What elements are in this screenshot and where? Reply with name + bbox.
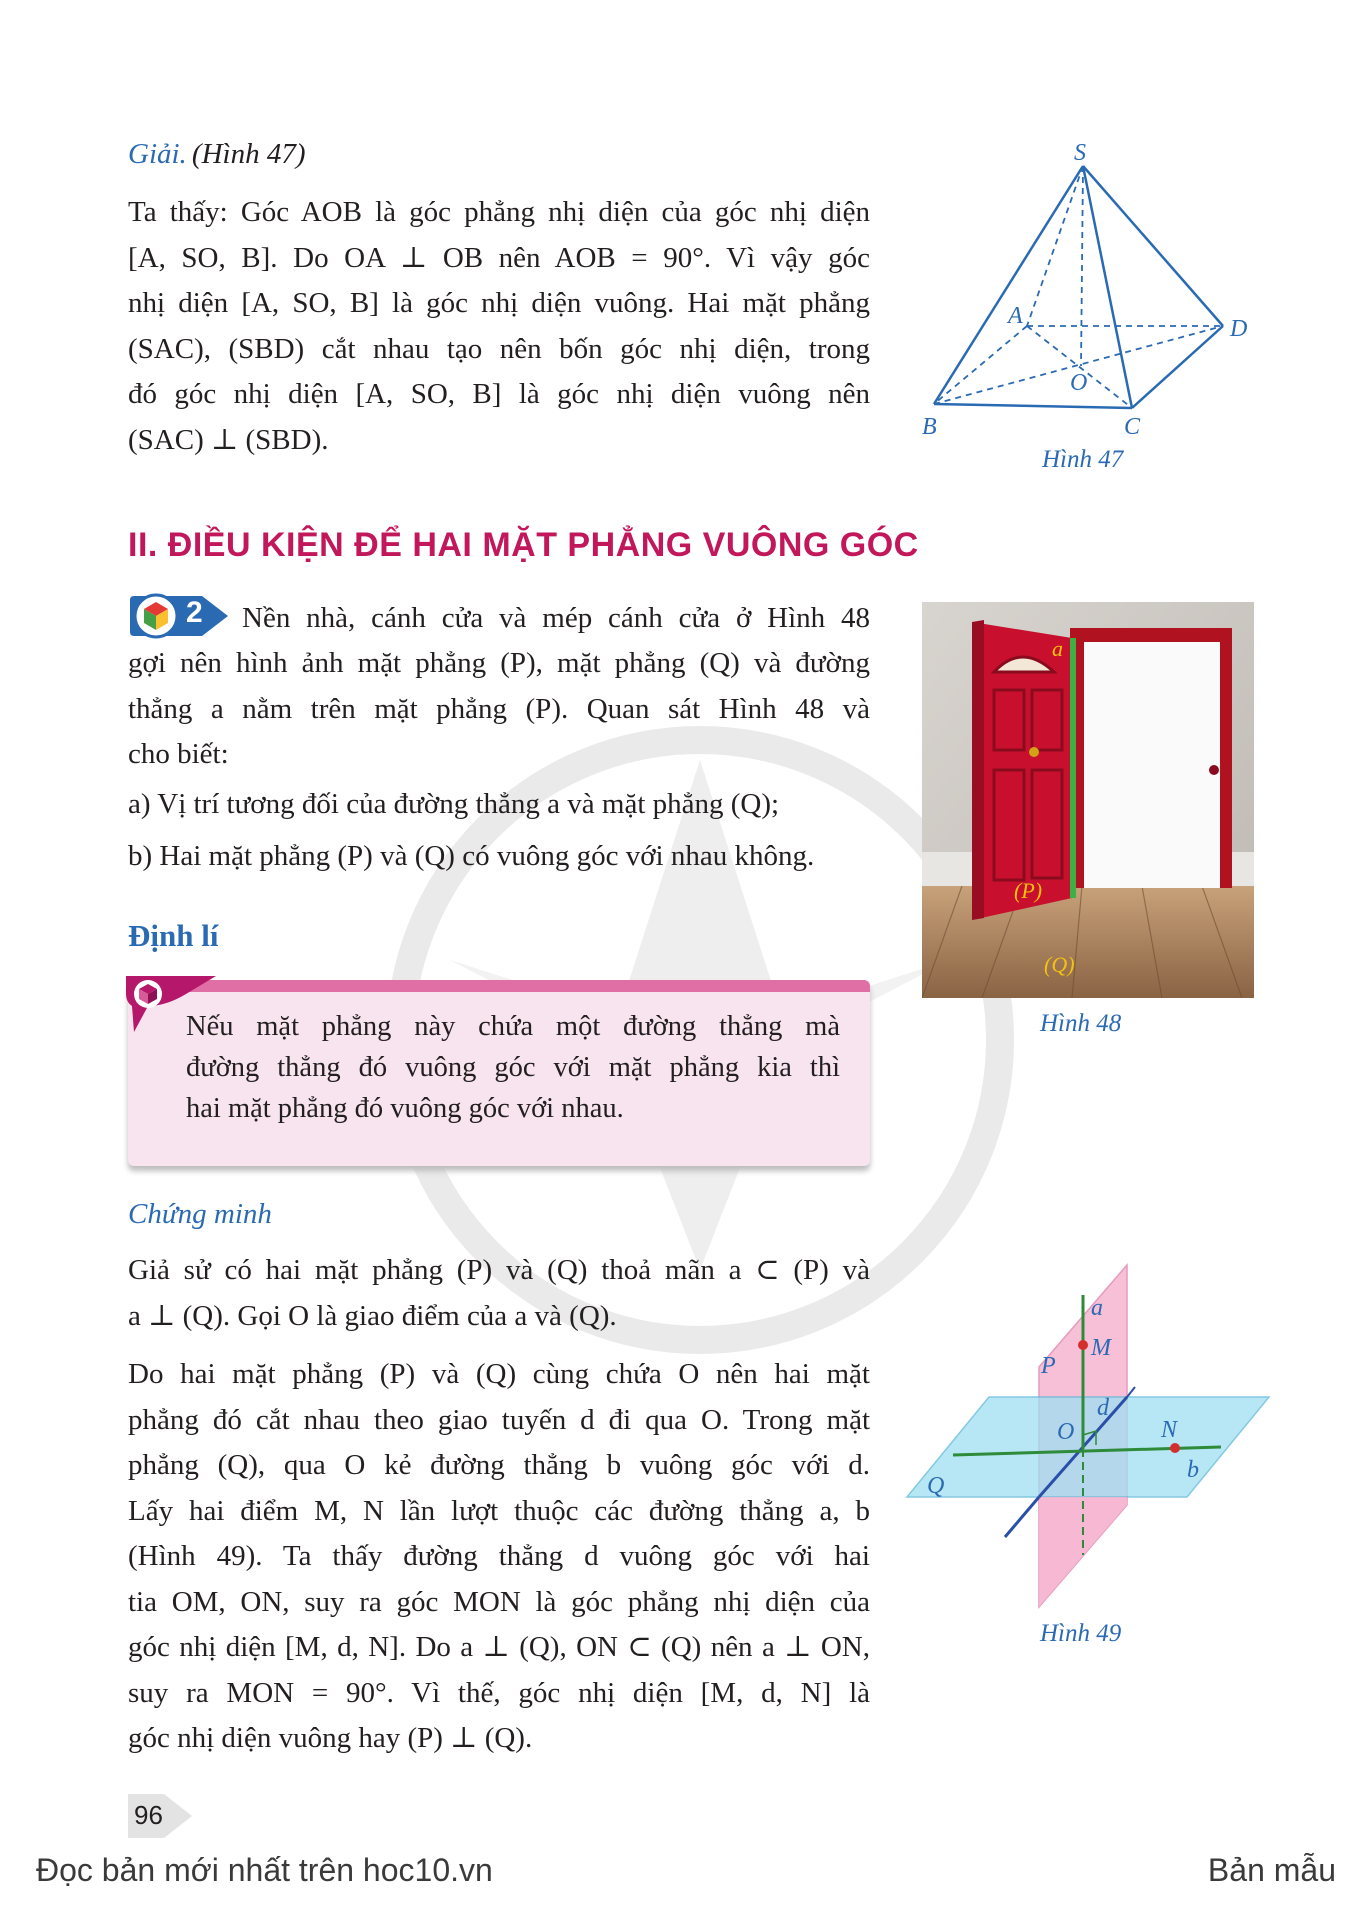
label-b: b [1187,1457,1199,1483]
label-C: C [1124,414,1141,440]
figure-47-pyramid [920,140,1260,440]
label-O: O [1070,370,1088,396]
label-D: D [1230,316,1248,342]
page-number: 96 [134,1800,163,1830]
question-b: b) Hai mặt phẳng (P) và (Q) có vuông góc với nhau không. [128,839,815,872]
proof-text-2 [128,1352,870,1762]
label-Q: Q [927,1473,945,1499]
page-number-marker [128,1794,192,1838]
label-a: a [1052,636,1063,661]
solution-heading [128,132,305,178]
figure-49-planes [905,1255,1275,1615]
text-line: Ta thấy: Góc AOB là góc phẳng nhị diện của góc nhị diện [128,196,870,228]
text-line: Do hai mặt phẳng (P) và (Q) cùng chứa O nên hai mặt [128,1358,870,1390]
text-line: đường thẳng đó vuông góc với mặt phẳng kia thì [186,1052,840,1083]
activity-cube-icon [128,592,232,640]
activity-text [128,641,870,778]
text-line: suy ra MON = 90°. Vì thế, góc nhị diện [M, d, N] là [128,1676,870,1709]
label-A: A [1008,303,1023,329]
figure-48-door [922,602,1254,998]
label-Q: (Q) [1044,952,1075,977]
label-a: a [1091,1295,1103,1321]
label-d: d [1097,1395,1109,1421]
proof-text-1 [128,1248,870,1339]
label-M: M [1091,1335,1111,1361]
text-line: phẳng (Q), qua O kẻ đường thẳng b vuông góc với d. [128,1449,870,1481]
figure-47-caption: Hình 47 [1042,446,1124,473]
theorem-title: Định lí [128,918,219,953]
text-line: cho biết: [128,738,229,770]
figure-48-caption: Hình 48 [1040,1010,1122,1037]
text-line: góc nhị diện [M, d, N]. Do a ⊥ (Q), ON ⊂ (Q) nên a ⊥ ON, [128,1631,870,1663]
question-a: a) Vị trí tương đối của đường thẳng a và mặt phẳng (Q); [128,788,780,820]
text-line: phẳng đó cắt nhau theo giao tuyến d đi qua O. Trong mặt [128,1403,870,1436]
text-line: a ⊥ (Q). Gọi O là giao điểm của a và (Q). [128,1299,617,1332]
figure-49-caption: Hình 49 [1040,1620,1122,1647]
label-P: (P) [1014,878,1043,903]
text-line: (Hình 49). Ta thấy đường thẳng d vuông góc với hai [128,1540,870,1572]
text-line: (SAC), (SBD) cắt nhau tạo nên bốn góc nhị diện, trong [128,332,870,365]
label-S: S [1074,140,1086,166]
text-line: Giả sử có hai mặt phẳng (P) và (Q) thoả mãn a ⊂ (P) và [128,1254,870,1286]
theorem-text [186,1006,840,1129]
proof-label: Chứng minh [128,1198,272,1230]
label-O: O [1057,1419,1075,1445]
text-line: gợi nên hình ảnh mặt phẳng (P), mặt phẳng (Q) và đường [128,647,870,679]
solution-label: Giải. [128,138,187,170]
label-B: B [922,414,937,440]
text-line: nhị diện [A, SO, B] là góc nhị diện vuông. Hai mặt phẳng [128,287,870,319]
text-line: Lấy hai điểm M, N lần lượt thuộc các đường thẳng a, b [128,1494,870,1527]
text-line: đó góc nhị diện [A, SO, B] là góc nhị diện vuông nên [128,378,870,410]
label-N: N [1161,1417,1178,1443]
solution-text [128,190,870,463]
text-line: tia OM, ON, suy ra góc MON là góc phẳng nhị diện của [128,1585,870,1618]
activity-questions [128,782,870,879]
activity-badge [128,592,232,640]
text-line: Nếu mặt phẳng này chứa một đường thẳng mà [186,1011,840,1042]
label-P: P [1041,1353,1056,1379]
footer-left-link[interactable]: Đọc bản mới nhất trên hoc10.vn [36,1852,493,1888]
solution-ref: (Hình 47) [191,138,306,170]
text-line: (SAC) ⊥ (SBD). [128,423,329,456]
activity-number: 2 [186,596,203,629]
footer-right-label: Bản mẫu [1207,1852,1336,1888]
text-line: [A, SO, B]. Do OA ⊥ OB nên AOB = 90°. Vì vậy góc [128,241,870,274]
text-line: thẳng a nằm trên mặt phẳng (P). Quan sát Hình 48 và [128,692,870,725]
text-line: góc nhị diện vuông hay (P) ⊥ (Q). [128,1722,533,1754]
theorem-box [128,980,870,1166]
text-line: hai mặt phẳng đó vuông góc với nhau. [186,1093,624,1124]
section-title: II. ĐIỀU KIỆN ĐỂ HAI MẶT PHẲNG VUÔNG GÓC [128,526,919,564]
theorem-box-stripe [128,980,870,992]
text-line: Nền nhà, cánh cửa và mép cánh cửa ở Hình 48 [242,602,870,634]
